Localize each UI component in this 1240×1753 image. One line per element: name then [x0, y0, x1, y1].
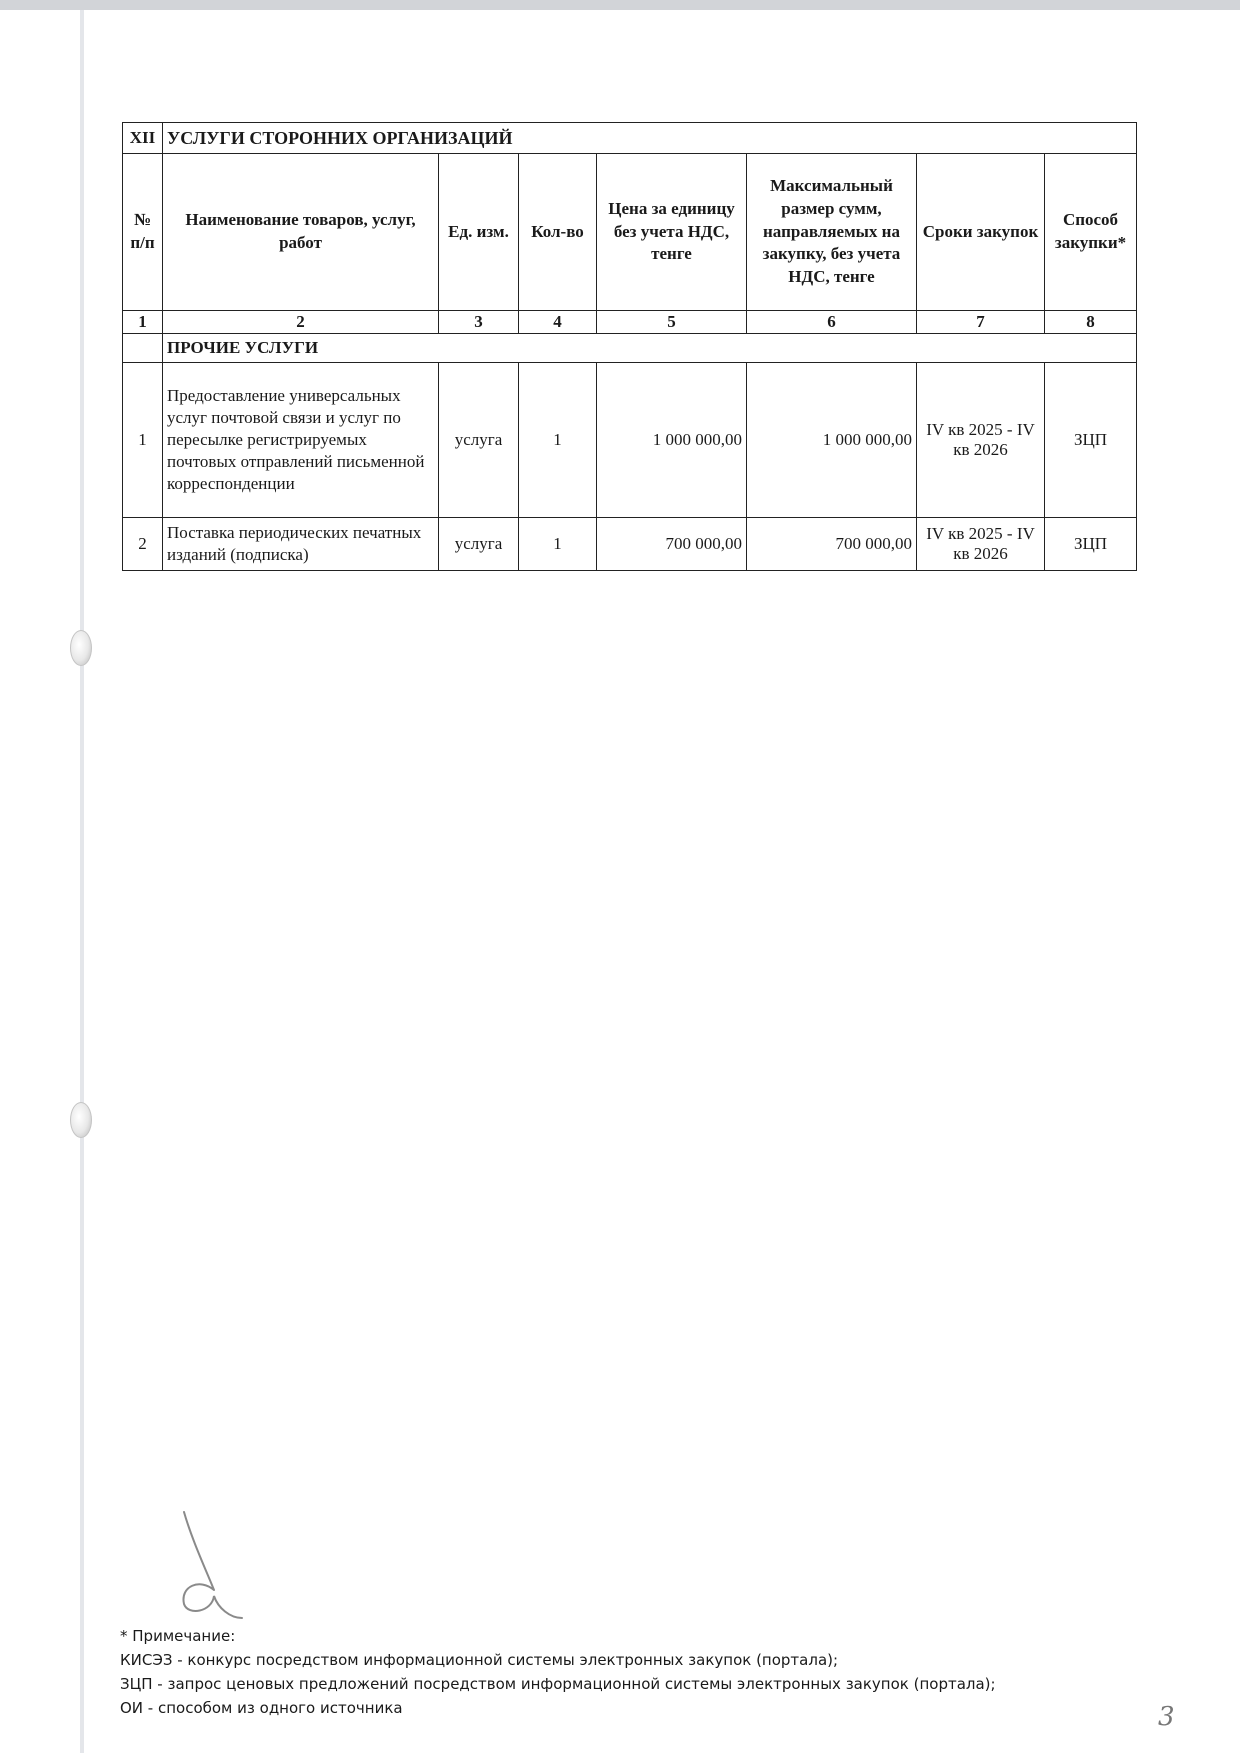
scan-top-edge	[0, 0, 1240, 10]
column-header: Способ закупки*	[1045, 154, 1137, 311]
item-max-sum: 1 000 000,00	[747, 363, 917, 518]
item-name: Предоставление универсальных услуг почтовой связи и услуг по пересылке регистрируемых почтовых отправлений письменной корреспонденции	[163, 363, 439, 518]
notes-heading: * Примечание:	[120, 1627, 236, 1645]
punch-hole-icon	[70, 1102, 92, 1138]
column-number: 3	[439, 311, 519, 334]
row-number: 2	[123, 518, 163, 571]
item-name: Поставка периодических печатных изданий (подписка)	[163, 518, 439, 571]
column-number-row	[123, 311, 1137, 334]
column-number: 8	[1045, 311, 1137, 334]
table-row	[123, 363, 1137, 518]
item-period: IV кв 2025 - IV кв 2026	[917, 363, 1045, 518]
binding-margin-line	[80, 10, 84, 1753]
item-unit: услуга	[439, 363, 519, 518]
row-number: 1	[123, 363, 163, 518]
note-line: КИСЭЗ - конкурс посредством информационной системы электронных закупок (портала);	[120, 1651, 839, 1669]
item-method: ЗЦП	[1045, 518, 1137, 571]
column-number: 6	[747, 311, 917, 334]
item-quantity: 1	[519, 518, 597, 571]
column-number: 1	[123, 311, 163, 334]
note-line: ЗЦП - запрос ценовых предложений посредством информационной системы электронных закупок (портала);	[120, 1675, 996, 1693]
column-header: Наименование товаров, услуг, работ	[163, 154, 439, 311]
note-line: ОИ - способом из одного источника	[120, 1699, 403, 1717]
item-period: IV кв 2025 - IV кв 2026	[917, 518, 1045, 571]
column-number: 5	[597, 311, 747, 334]
subsection-title: ПРОЧИЕ УСЛУГИ	[163, 334, 1137, 363]
procurement-table	[122, 122, 1137, 571]
punch-hole-icon	[70, 630, 92, 666]
handwritten-signature-icon	[170, 1500, 250, 1620]
notes-block	[120, 1624, 996, 1720]
column-number: 7	[917, 311, 1045, 334]
subsection-spacer	[123, 334, 163, 363]
subsection-row	[123, 334, 1137, 363]
table-row	[123, 518, 1137, 571]
item-method: ЗЦП	[1045, 363, 1137, 518]
column-header: Максимальный размер сумм, направляемых на закупку, без учета НДС, тенге	[747, 154, 917, 311]
page-number: 3	[1158, 1702, 1175, 1732]
column-number: 4	[519, 311, 597, 334]
item-quantity: 1	[519, 363, 597, 518]
item-max-sum: 700 000,00	[747, 518, 917, 571]
section-number: XII	[123, 123, 163, 154]
item-price: 1 000 000,00	[597, 363, 747, 518]
column-header: Сроки закупок	[917, 154, 1045, 311]
column-header: Ед. изм.	[439, 154, 519, 311]
item-unit: услуга	[439, 518, 519, 571]
header-row	[123, 154, 1137, 311]
column-header: Кол-во	[519, 154, 597, 311]
column-number: 2	[163, 311, 439, 334]
item-price: 700 000,00	[597, 518, 747, 571]
section-title: УСЛУГИ СТОРОННИХ ОРГАНИЗАЦИЙ	[163, 123, 1137, 154]
column-header: Цена за единицу без учета НДС, тенге	[597, 154, 747, 311]
column-header: № п/п	[123, 154, 163, 311]
section-row	[123, 123, 1137, 154]
